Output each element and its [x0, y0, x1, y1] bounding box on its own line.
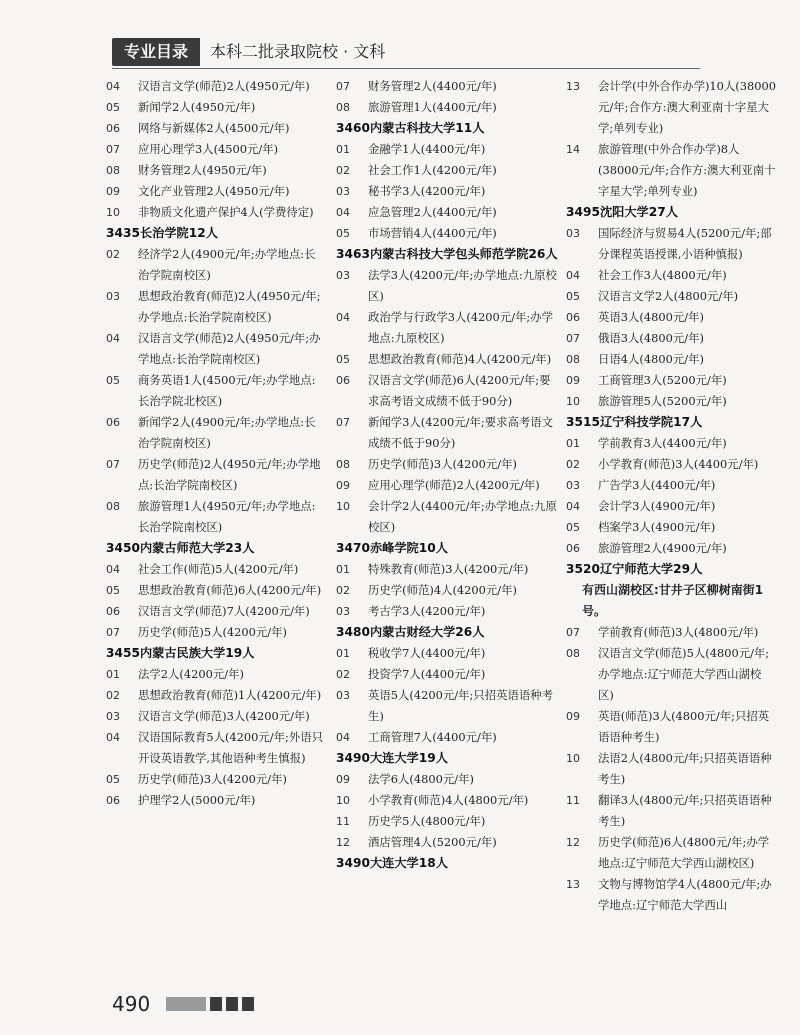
major-text: 英语3人(4800元/年): [598, 310, 704, 324]
major-text: 政治学与行政学3人(4200元/年;办学地点:九原校区): [368, 310, 554, 345]
major-text: 非物质文化遗产保护4人(学费待定): [138, 205, 314, 219]
major-code: 08: [106, 164, 120, 177]
major-entry: [336, 370, 558, 412]
major-entry: [566, 832, 776, 874]
footer-bar: [166, 997, 206, 1011]
major-text: 思想政治教育(师范)6人(4200元/年): [138, 583, 322, 597]
major-code: 04: [106, 731, 120, 744]
major-text: 旅游管理(中外合作办学)8人(38000元/年;合作方:澳大利亚南十字星大学;单列专业): [598, 142, 776, 198]
major-text: 日语4人(4800元/年): [598, 352, 704, 366]
school-name: 内蒙古财经大学26人: [370, 625, 485, 639]
major-code: 04: [106, 563, 120, 576]
major-text: 社会工作3人(4800元/年): [598, 268, 727, 282]
major-entry: [106, 328, 326, 370]
major-entry: [566, 538, 776, 559]
major-code: 01: [336, 647, 350, 660]
major-text: 社会工作1人(4200元/年): [368, 163, 497, 177]
major-text: 汉语国际教育5人(4200元/年;外语只开设英语教学,其他语种考生慎报): [138, 730, 324, 765]
page-number: 490: [112, 992, 151, 1016]
column-2: [336, 76, 558, 874]
major-entry: [336, 223, 558, 244]
school-name: 大连大学19人: [370, 751, 448, 765]
major-code: 04: [566, 269, 580, 282]
major-entry: [566, 748, 776, 790]
major-code: 05: [566, 521, 580, 534]
major-text: 俄语3人(4800元/年): [598, 331, 704, 345]
major-text: 经济学2人(4900元/年;办学地点:长治学院南校区): [138, 247, 316, 282]
major-code: 08: [106, 500, 120, 513]
major-entry: [566, 370, 776, 391]
major-entry: [566, 433, 776, 454]
major-code: 02: [336, 584, 350, 597]
campus-note: 有西山湖校区:甘井子区柳树南街1号。: [582, 583, 764, 618]
major-entry: [336, 685, 558, 727]
school-code: 3480: [336, 625, 370, 639]
school-heading: [566, 202, 776, 223]
major-code: 03: [336, 185, 350, 198]
major-entry: [106, 622, 326, 643]
major-code: 05: [106, 584, 120, 597]
major-text: 护理学2人(5000元/年): [138, 793, 256, 807]
major-text: 思想政治教育(师范)4人(4200元/年): [368, 352, 552, 366]
major-text: 秘书学3人(4200元/年): [368, 184, 486, 198]
major-text: 税收学7人(4400元/年): [368, 646, 486, 660]
major-code: 05: [336, 353, 350, 366]
major-text: 汉语言文学(师范)2人(4950元/年;办学地点:长治学院南校区): [138, 331, 321, 366]
major-text: 汉语言文学(师范)5人(4800元/年;办学地点:辽宁师范大学西山湖校区): [598, 646, 770, 702]
major-entry: [336, 265, 558, 307]
page-header: [112, 38, 700, 69]
major-entry: [566, 790, 776, 832]
footer-bar: [226, 997, 238, 1011]
major-code: 08: [336, 458, 350, 471]
major-text: 历史学(师范)4人(4200元/年): [368, 583, 517, 597]
major-text: 思想政治教育(师范)2人(4950元/年;办学地点:长治学院南校区): [138, 289, 321, 324]
major-entry: [336, 349, 558, 370]
major-code: 09: [566, 374, 580, 387]
major-code: 09: [336, 479, 350, 492]
major-code: 10: [106, 206, 120, 219]
major-text: 历史学5人(4800元/年): [368, 814, 486, 828]
major-code: 01: [336, 143, 350, 156]
major-code: 05: [106, 101, 120, 114]
major-text: 财务管理2人(4950元/年): [138, 163, 267, 177]
major-code: 01: [336, 563, 350, 576]
major-code: 06: [566, 542, 580, 555]
school-name: 赤峰学院10人: [370, 541, 448, 555]
major-text: 应急管理2人(4400元/年): [368, 205, 497, 219]
major-code: 02: [336, 164, 350, 177]
major-text: 旅游管理1人(4950元/年;办学地点:长治学院南校区): [138, 499, 316, 534]
major-text: 学前教育3人(4400元/年): [598, 436, 727, 450]
major-code: 11: [336, 815, 350, 828]
major-text: 网络与新媒体2人(4500元/年): [138, 121, 290, 135]
major-text: 应用心理学3人(4500元/年): [138, 142, 279, 156]
major-entry: [566, 349, 776, 370]
footer-bar: [242, 997, 254, 1011]
major-entry: [566, 76, 776, 139]
major-code: 02: [566, 458, 580, 471]
major-code: 12: [566, 836, 580, 849]
major-entry: [336, 601, 558, 622]
major-code: 03: [566, 479, 580, 492]
major-code: 04: [336, 311, 350, 324]
major-entry: [336, 811, 558, 832]
major-code: 14: [566, 143, 580, 156]
major-text: 考古学3人(4200元/年): [368, 604, 486, 618]
major-code: 01: [566, 437, 580, 450]
major-code: 09: [106, 185, 120, 198]
school-code: 3435: [106, 226, 140, 240]
major-entry: [566, 139, 776, 202]
school-name: 沈阳大学27人: [600, 205, 678, 219]
major-entry: [106, 454, 326, 496]
major-text: 国际经济与贸易4人(5200元/年;部分课程英语授课,小语种慎报): [598, 226, 772, 261]
school-heading: [336, 244, 558, 265]
major-entry: [566, 265, 776, 286]
major-code: 10: [336, 794, 350, 807]
school-name: 内蒙古师范大学23人: [140, 541, 255, 555]
footer-bar: [210, 997, 222, 1011]
major-entry: [106, 118, 326, 139]
major-code: 10: [566, 395, 580, 408]
major-code: 03: [336, 689, 350, 702]
major-text: 酒店管理4人(5200元/年): [368, 835, 497, 849]
major-entry: [106, 664, 326, 685]
major-text: 会计学2人(4400元/年;办学地点:九原校区): [368, 499, 557, 534]
major-entry: [336, 727, 558, 748]
major-entry: [566, 643, 776, 706]
major-code: 01: [106, 668, 120, 681]
major-text: 英语5人(4200元/年;只招英语语种考生): [368, 688, 554, 723]
school-code: 3463: [336, 247, 370, 261]
major-code: 07: [336, 416, 350, 429]
school-name: 辽宁科技学院17人: [600, 415, 703, 429]
major-text: 会计学3人(4900元/年): [598, 499, 716, 513]
major-entry: [106, 97, 326, 118]
major-code: 02: [106, 689, 120, 702]
major-text: 汉语言文学(师范)6人(4200元/年;要求高考语文成绩不低于90分): [368, 373, 551, 408]
school-code: 3450: [106, 541, 140, 555]
major-code: 12: [336, 836, 350, 849]
major-entry: [336, 643, 558, 664]
major-code: 04: [106, 80, 120, 93]
major-code: 08: [566, 647, 580, 660]
major-code: 07: [106, 143, 120, 156]
major-entry: [566, 706, 776, 748]
school-code: 3490: [336, 751, 370, 765]
major-code: 06: [106, 416, 120, 429]
major-entry: [336, 307, 558, 349]
school-code: 3515: [566, 415, 600, 429]
major-code: 07: [106, 458, 120, 471]
major-text: 汉语言文学2人(4800元/年): [598, 289, 739, 303]
major-code: 09: [566, 710, 580, 723]
school-name: 长治学院12人: [140, 226, 218, 240]
school-heading: [336, 853, 558, 874]
school-heading: [106, 538, 326, 559]
major-text: 新闻学2人(4950元/年): [138, 100, 256, 114]
major-text: 社会工作(师范)5人(4200元/年): [138, 562, 299, 576]
major-entry: [566, 517, 776, 538]
major-text: 法学6人(4800元/年): [368, 772, 474, 786]
major-text: 会计学(中外合作办学)10人(38000元/年;合作方:澳大利亚南十字星大学;单列专业): [598, 79, 776, 135]
major-code: 06: [106, 122, 120, 135]
major-code: 03: [566, 227, 580, 240]
major-text: 小学教育(师范)4人(4800元/年): [368, 793, 529, 807]
major-text: 文化产业管理2人(4950元/年): [138, 184, 290, 198]
major-code: 06: [106, 605, 120, 618]
major-entry: [106, 601, 326, 622]
major-entry: [336, 769, 558, 790]
major-code: 03: [336, 605, 350, 618]
major-entry: [106, 769, 326, 790]
major-entry: [106, 790, 326, 811]
major-code: 07: [106, 626, 120, 639]
school-name: 内蒙古科技大学包头师范学院26人: [370, 247, 558, 261]
major-entry: [106, 202, 326, 223]
major-code: 11: [566, 794, 580, 807]
major-text: 旅游管理5人(5200元/年): [598, 394, 727, 408]
major-code: 07: [566, 332, 580, 345]
major-code: 05: [106, 374, 120, 387]
major-code: 06: [336, 374, 350, 387]
school-heading: [336, 748, 558, 769]
major-entry: [106, 580, 326, 601]
major-entry: [566, 454, 776, 475]
major-entry: [106, 244, 326, 286]
major-text: 历史学(师范)6人(4800元/年;办学地点:辽宁师范大学西山湖校区): [598, 835, 770, 870]
major-code: 08: [336, 101, 350, 114]
major-text: 旅游管理1人(4400元/年): [368, 100, 497, 114]
major-code: 13: [566, 878, 580, 891]
major-code: 13: [566, 80, 580, 93]
major-entry: [336, 559, 558, 580]
footer-bars: [166, 997, 326, 1011]
major-entry: [106, 706, 326, 727]
major-entry: [566, 475, 776, 496]
major-code: 06: [566, 311, 580, 324]
major-entry: [106, 76, 326, 97]
major-entry: [106, 496, 326, 538]
major-entry: [106, 181, 326, 202]
major-text: 金融学1人(4400元/年): [368, 142, 486, 156]
major-text: 历史学(师范)3人(4200元/年): [138, 772, 287, 786]
major-text: 档案学3人(4900元/年): [598, 520, 716, 534]
major-code: 04: [106, 332, 120, 345]
major-text: 新闻学3人(4200元/年;要求高考语文成绩不低于90分): [368, 415, 554, 450]
school-heading: [106, 643, 326, 664]
major-text: 特殊教育(师范)3人(4200元/年): [368, 562, 529, 576]
major-entry: [336, 97, 558, 118]
major-text: 工商管理7人(4400元/年): [368, 730, 497, 744]
school-name: 内蒙古科技大学11人: [370, 121, 485, 135]
major-text: 法学3人(4200元/年;办学地点:九原校区): [368, 268, 557, 303]
major-text: 汉语言文学(师范)3人(4200元/年): [138, 709, 310, 723]
major-entry: [106, 370, 326, 412]
school-heading: [566, 559, 776, 580]
column-1: [106, 76, 326, 811]
major-code: 02: [106, 248, 120, 261]
major-code: 05: [106, 773, 120, 786]
major-code: 07: [566, 626, 580, 639]
major-code: 05: [336, 227, 350, 240]
major-text: 法学2人(4200元/年): [138, 667, 244, 681]
major-text: 新闻学2人(4900元/年;办学地点:长治学院南校区): [138, 415, 316, 450]
major-entry: [336, 790, 558, 811]
major-entry: [336, 475, 558, 496]
major-text: 历史学(师范)3人(4200元/年): [368, 457, 517, 471]
major-code: 07: [336, 80, 350, 93]
school-code: 3495: [566, 205, 600, 219]
major-entry: [106, 727, 326, 769]
major-entry: [566, 286, 776, 307]
major-code: 03: [336, 269, 350, 282]
major-code: 04: [336, 206, 350, 219]
major-text: 法语2人(4800元/年;只招英语语种考生): [598, 751, 772, 786]
school-code: 3455: [106, 646, 140, 660]
major-code: 10: [336, 500, 350, 513]
school-name: 大连大学18人: [370, 856, 448, 870]
school-heading: [566, 412, 776, 433]
school-name: 内蒙古民族大学19人: [140, 646, 255, 660]
major-code: 03: [106, 710, 120, 723]
major-entry: [106, 139, 326, 160]
major-code: 09: [336, 773, 350, 786]
major-entry: [566, 496, 776, 517]
major-text: 投资学7人(4400元/年): [368, 667, 486, 681]
section-title: 本科二批录取院校 · 文科: [210, 42, 386, 61]
major-text: 历史学(师范)5人(4200元/年): [138, 625, 287, 639]
major-code: 02: [336, 668, 350, 681]
school-code: 3460: [336, 121, 370, 135]
major-entry: [336, 160, 558, 181]
major-entry: [336, 580, 558, 601]
major-entry: [106, 412, 326, 454]
major-text: 学前教育(师范)3人(4800元/年): [598, 625, 759, 639]
major-text: 旅游管理2人(4900元/年): [598, 541, 727, 555]
major-code: 03: [106, 290, 120, 303]
major-text: 历史学(师范)2人(4950元/年;办学地点:长治学院南校区): [138, 457, 321, 492]
major-entry: [566, 328, 776, 349]
major-entry: [336, 496, 558, 538]
major-entry: [566, 622, 776, 643]
major-entry: [336, 139, 558, 160]
section-tag: 专业目录: [112, 38, 200, 66]
school-heading: [106, 223, 326, 244]
school-code: 3520: [566, 562, 600, 576]
major-text: 财务管理2人(4400元/年): [368, 79, 497, 93]
major-entry: [106, 160, 326, 181]
major-entry: [566, 307, 776, 328]
major-code: 04: [566, 500, 580, 513]
major-text: 市场营销4人(4400元/年): [368, 226, 497, 240]
major-entry: [566, 874, 776, 916]
major-text: 汉语言文学(师范)2人(4950元/年): [138, 79, 310, 93]
major-entry: [336, 412, 558, 454]
major-text: 工商管理3人(5200元/年): [598, 373, 727, 387]
major-code: 10: [566, 752, 580, 765]
school-heading: [336, 118, 558, 139]
major-entry: [336, 181, 558, 202]
major-entry: [336, 454, 558, 475]
major-code: 08: [566, 353, 580, 366]
major-text: 小学教育(师范)3人(4400元/年): [598, 457, 759, 471]
major-entry: [336, 76, 558, 97]
major-entry: [336, 202, 558, 223]
major-text: 商务英语1人(4500元/年;办学地点:长治学院北校区): [138, 373, 316, 408]
major-code: 04: [336, 731, 350, 744]
major-entry: [336, 664, 558, 685]
major-entry: [336, 832, 558, 853]
major-entry: [106, 286, 326, 328]
school-heading: [336, 538, 558, 559]
major-text: 思想政治教育(师范)1人(4200元/年): [138, 688, 322, 702]
school-code: 3490: [336, 856, 370, 870]
major-entry: [106, 685, 326, 706]
major-text: 英语(师范)3人(4800元/年;只招英语语种考生): [598, 709, 770, 744]
school-heading: [336, 622, 558, 643]
school-name: 辽宁师范大学29人: [600, 562, 703, 576]
major-text: 汉语言文学(师范)7人(4200元/年): [138, 604, 310, 618]
major-code: 05: [566, 290, 580, 303]
major-entry: [566, 223, 776, 265]
major-entry: [106, 559, 326, 580]
major-code: 06: [106, 794, 120, 807]
major-text: 广告学3人(4400元/年): [598, 478, 716, 492]
major-text: 翻译3人(4800元/年;只招英语语种考生): [598, 793, 772, 828]
column-3: [566, 76, 776, 916]
major-entry: [566, 391, 776, 412]
major-text: 文物与博物馆学4人(4800元/年;办学地点:辽宁师范大学西山: [598, 877, 772, 912]
major-text: 应用心理学(师范)2人(4200元/年): [368, 478, 540, 492]
school-code: 3470: [336, 541, 370, 555]
